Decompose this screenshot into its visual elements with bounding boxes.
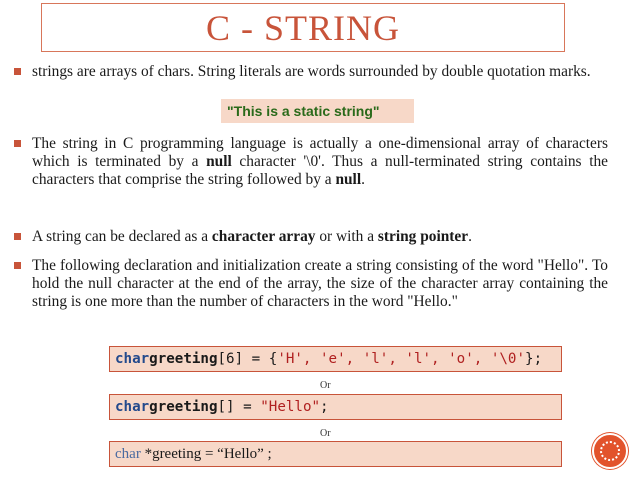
static-string-example: "This is a static string": [221, 99, 414, 123]
bullet-declaration: [14, 228, 608, 246]
code-string-literal: [109, 394, 562, 420]
bullet-null-terminated: [14, 135, 608, 189]
bullet-hello-example: [14, 257, 608, 311]
keyword-string-pointer: string pointer: [377, 228, 469, 245]
bullet-strings-arrays: [14, 63, 608, 81]
or-separator: Or: [320, 380, 331, 391]
code-type: char: [115, 445, 141, 462]
text-run: character '\0'. Thus a null-terminated string contains the characters that comprise the string followed by a: [32, 153, 608, 188]
bullet-marker: [14, 140, 21, 147]
code-array-initializer: [109, 346, 562, 372]
slide-title: C - STRING: [205, 7, 400, 48]
code-op: [] =: [217, 399, 261, 415]
code-identifier: greeting: [149, 399, 218, 415]
code-string: "Hello": [260, 399, 321, 415]
text-run: The string in C programming language is actually a one-dimensional array of characters which is terminated by a: [32, 135, 608, 170]
keyword-null: null: [206, 153, 232, 170]
bullet-text: [32, 135, 608, 189]
bullet-text: [32, 228, 608, 246]
text-run: A string can be declared as a: [32, 228, 212, 245]
code-identifier: greeting: [149, 351, 218, 367]
code-rest: *greeting = “Hello” ;: [140, 445, 272, 462]
keyword-character-array: character array: [211, 228, 316, 245]
bullet-marker: [14, 262, 21, 269]
title-box: [41, 3, 565, 52]
code-op: };: [525, 351, 543, 367]
code-type: char: [115, 399, 150, 415]
or-separator: Or: [320, 428, 331, 439]
bullet-text: strings are arrays of chars. String literals are words surrounded by double quotation marks.: [32, 63, 591, 80]
code-chars: 'H', 'e', 'l', 'l', 'o', '\0': [277, 351, 526, 367]
text-run: .: [361, 171, 365, 188]
code-type: char: [115, 351, 150, 367]
text-run: or with a: [315, 228, 378, 245]
text-run: .: [468, 228, 472, 245]
slide-corner-badge-icon: [592, 433, 628, 469]
code-string-pointer: [109, 441, 562, 467]
bullet-text: The following declaration and initialization create a string consisting of the word "Hello". To hold the null character at the end of the array, the size of the character array containing the string is one more than the number of characters in the word "Hello.": [32, 257, 608, 310]
bullet-marker: [14, 233, 21, 240]
keyword-null: null: [335, 171, 362, 188]
bullet-marker: [14, 68, 21, 75]
code-op: ;: [320, 399, 329, 415]
code-op: [6] = {: [217, 351, 278, 367]
